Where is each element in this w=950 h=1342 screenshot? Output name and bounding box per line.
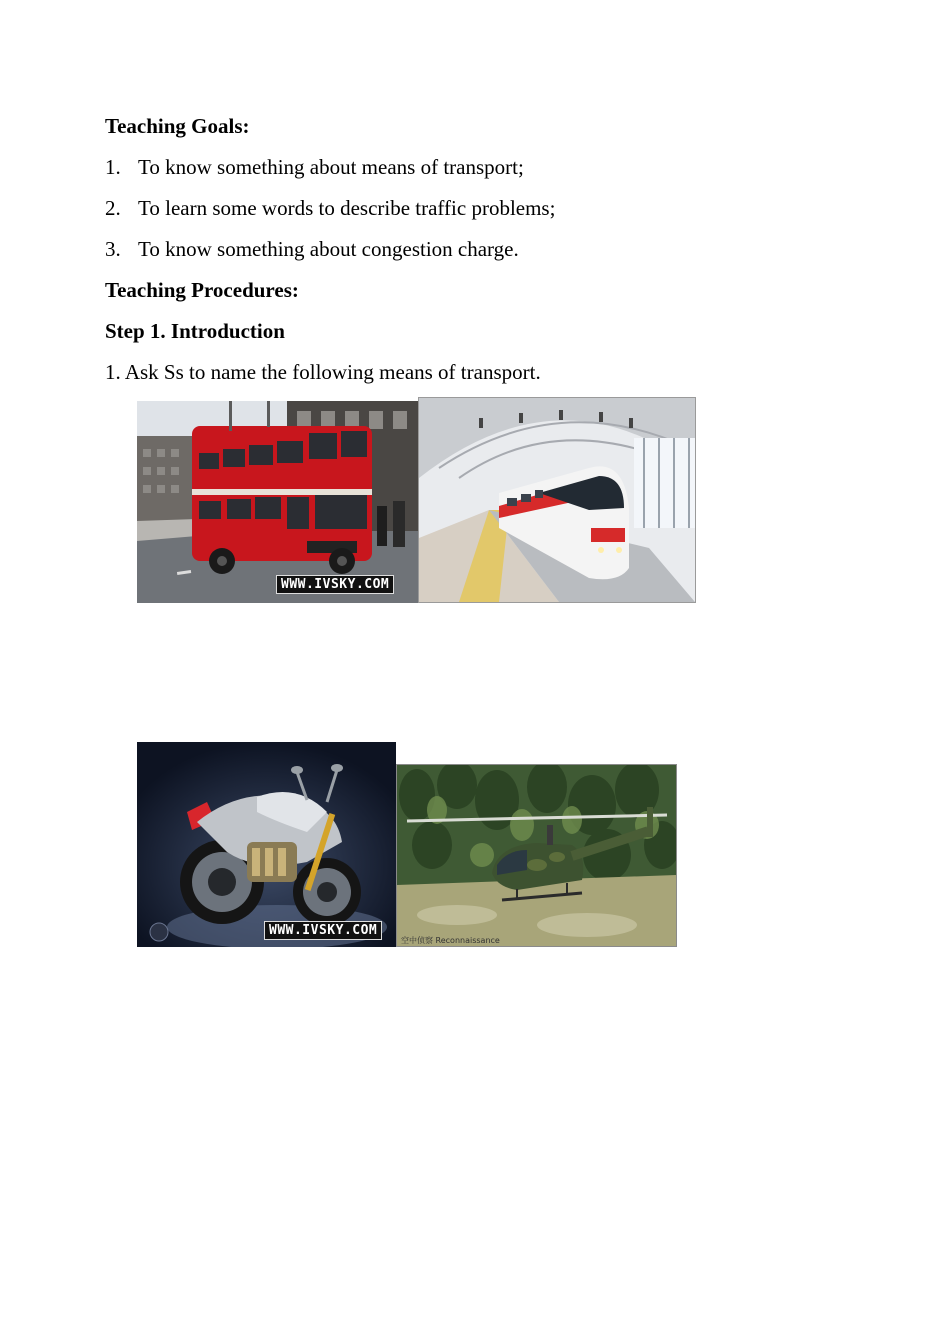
goal-number: 3. [105,237,121,261]
goal-item [105,154,524,180]
step1-heading: Step 1. Introduction [105,319,285,343]
goal-text: To know something about congestion charge. [138,237,519,261]
goal-text: To learn some words to describe traffic problems; [138,196,556,220]
bus-watermark: WWW.IVSKY.COM [276,575,394,594]
goal-text: To know something about means of transport; [138,155,524,179]
teaching-goals-heading: Teaching Goals: [105,114,250,138]
motorcycle-image [137,742,396,947]
goal-number: 2. [105,196,121,220]
motorcycle-watermark: WWW.IVSKY.COM [264,921,382,940]
train-image [418,397,696,603]
helicopter-caption: 空中侦察 Reconnaissance [401,936,500,945]
helicopter-image [396,764,677,947]
instruction-text: 1. Ask Ss to name the following means of transport. [105,360,541,384]
goal-item [105,236,519,262]
bus-image [137,401,418,603]
goal-item [105,195,555,221]
teaching-procedures-heading: Teaching Procedures: [105,278,299,302]
goal-number: 1. [105,155,121,179]
